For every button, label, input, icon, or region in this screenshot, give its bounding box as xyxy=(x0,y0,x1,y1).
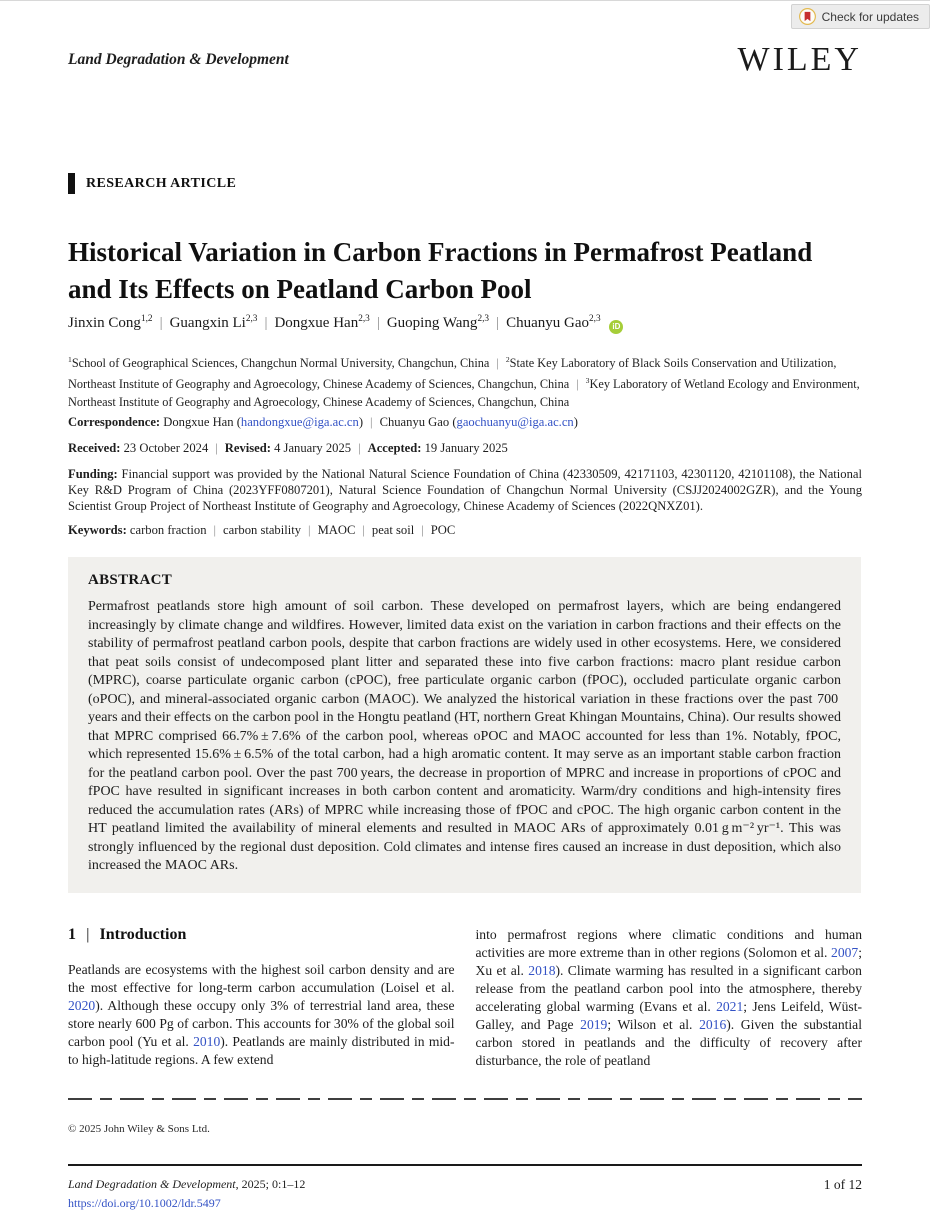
text-segment: Peatlands are ecosystems with the highest soil carbon density and are the most effective for long-term carbon accumulation (Loisel et al. xyxy=(68,962,455,995)
affiliations xyxy=(68,351,862,411)
text-segment: 2,3 xyxy=(358,314,370,324)
keywords-line xyxy=(68,523,862,538)
text-segment: 2,3 xyxy=(477,314,490,324)
text-segment: ) xyxy=(358,415,364,429)
text-segment: 19 January 2025 xyxy=(424,441,508,455)
text-segment: 4 January 2025 xyxy=(274,441,352,455)
copyright-notice: © 2025 John Wiley & Sons Ltd. xyxy=(68,1123,210,1135)
text-segment: Dongxue Han xyxy=(274,315,359,331)
dashed-separator xyxy=(68,1098,862,1100)
text-segment: ). Climate warming has resulted in a significant carbon release from the peatland carbon pool into the atmosphere, thereby accelerating global warming (Evans et al. xyxy=(475,963,862,1014)
text-segment: | xyxy=(376,315,380,331)
journal-name: Land Degradation & Development xyxy=(68,51,289,68)
text-segment: ). Although these occupy only 3% of terrestrial land area, these store nearly 600 Pg of carbon. This accounts for 30% of the global soil carbon pool (Yu et al. xyxy=(68,998,455,1049)
text-segment: Financial support was provided by the National Natural Science Foundation of China (42330509, 42171103, 42301120, 42101108), the National Key R&D Program of China (2023YFF0807201), Natural Science Foundation of Changchun Normal University (CSJJ2024002GZR), and the Young Scientist Group Project of Northeast Institute of Geography and Agroecology, Chinese Academy of Sciences (2022QNXZ01). xyxy=(68,467,862,513)
text-segment: Received: xyxy=(68,441,124,455)
text-segment: Revised: xyxy=(224,441,275,455)
text-segment: ; Jens Leifeld, Wüst-Galley, and Page xyxy=(475,999,862,1032)
introduction-section xyxy=(68,926,862,1070)
text-segment: POC xyxy=(430,523,456,537)
text-segment: Funding: xyxy=(68,467,122,481)
footer-citation xyxy=(68,1177,305,1211)
introduction-left-column xyxy=(68,926,455,1070)
author-names xyxy=(68,315,601,331)
article-type-label: RESEARCH ARTICLE xyxy=(86,175,237,191)
wiley-logo: WILEY xyxy=(737,41,862,78)
page-number: 1 of 12 xyxy=(823,1177,862,1192)
text-segment: | xyxy=(264,315,268,331)
text-segment: ) xyxy=(573,415,578,429)
inline-link[interactable]: 2021 xyxy=(716,999,744,1014)
text-segment: Accepted: xyxy=(367,441,425,455)
text-segment: | xyxy=(362,523,365,537)
text-segment: 2,3 xyxy=(245,314,258,324)
introduction-paragraph-left xyxy=(68,961,455,1069)
text-segment: | xyxy=(159,315,163,331)
inline-link[interactable]: 2010 xyxy=(193,1034,221,1049)
text-segment: 2 xyxy=(505,355,510,364)
text-segment: Chuanyu Gao ( xyxy=(379,415,457,429)
text-segment: Guangxin Li xyxy=(169,315,246,331)
text-segment: | xyxy=(213,523,217,537)
check-for-updates-label: Check for updates xyxy=(821,9,919,24)
text-segment: Jinxin Cong xyxy=(68,315,141,331)
author-list xyxy=(68,314,862,334)
article-title: Historical Variation in Carbon Fractions in Permafrost Peatland and Its Effects on Peatland Carbon Pool xyxy=(68,237,813,304)
text-segment: 1 xyxy=(68,355,72,364)
article-type xyxy=(68,173,236,194)
text-segment: Introduction xyxy=(99,926,187,943)
text-segment: 2,3 xyxy=(588,314,601,324)
introduction-right-column xyxy=(476,926,863,1070)
inline-link[interactable]: 2007 xyxy=(831,945,859,960)
text-segment: | xyxy=(86,926,90,943)
abstract-heading: ABSTRACT xyxy=(88,572,173,588)
text-segment: Key Laboratory of Wetland Ecology and Environment, Northeast Institute of Geography and Agroecology, Chinese Academy of Sciences, Changchun, China xyxy=(68,377,860,410)
text-segment: 23 October 2024 xyxy=(123,441,209,455)
text-segment: | xyxy=(421,523,424,537)
crossmark-bookmark-icon xyxy=(799,8,816,25)
text-segment: ). Peatlands are mainly distributed in mid-to high-latitude regions. A few extend xyxy=(68,1034,455,1067)
masthead xyxy=(68,41,862,79)
correspondence-line xyxy=(68,415,862,430)
text-segment: into permafrost regions where climatic conditions and human activities are more extreme than in other regions (Solomon et al. xyxy=(475,927,862,960)
text-segment: | xyxy=(358,441,361,455)
text-segment: | xyxy=(308,523,311,537)
text-segment: 1,2 xyxy=(140,314,153,324)
footer-journal-line xyxy=(68,1177,305,1192)
check-for-updates-button[interactable] xyxy=(791,4,930,29)
text-segment: | xyxy=(576,377,579,392)
doi-link[interactable]: https://doi.org/10.1002/ldr.5497 xyxy=(68,1196,221,1210)
text-segment: State Key Laboratory of Black Soils Conservation and Utilization, Northeast Institute of Geography and Agroecology, Chinese Academy of Sciences, Changchun, China xyxy=(68,356,837,392)
inline-link[interactable]: handongxue@iga.ac.cn xyxy=(240,415,359,429)
inline-link[interactable]: 2018 xyxy=(528,963,556,978)
abstract-section xyxy=(68,557,861,893)
inline-link[interactable]: 2019 xyxy=(580,1017,608,1032)
inline-link[interactable]: gaochuanyu@iga.ac.cn xyxy=(456,415,574,429)
text-segment: | xyxy=(215,441,218,455)
text-segment: School of Geographical Sciences, Changchun Normal University, Changchun, China xyxy=(71,356,490,371)
text-segment: | xyxy=(496,315,500,331)
text-segment: Dongxue Han ( xyxy=(163,415,241,429)
text-segment: ; Xu et al. xyxy=(475,945,862,978)
text-segment: , 2025; 0:1–12 xyxy=(235,1177,306,1191)
inline-link[interactable]: 2020 xyxy=(68,998,96,1013)
text-segment: peat soil xyxy=(371,523,415,537)
text-segment: Guoping Wang xyxy=(386,315,478,331)
text-segment: ; Wilson et al. xyxy=(607,1017,700,1032)
funding-statement xyxy=(68,466,862,514)
inline-link[interactable]: 2016 xyxy=(699,1017,727,1032)
text-segment: Keywords: xyxy=(68,523,130,537)
text-segment: Land Degradation & Development xyxy=(68,1177,236,1191)
text-segment: carbon stability xyxy=(223,523,302,537)
text-segment: | xyxy=(496,356,499,371)
orcid-icon[interactable]: iD xyxy=(609,320,623,334)
text-segment: | xyxy=(370,415,373,429)
text-segment: 3 xyxy=(585,376,590,386)
introduction-heading xyxy=(68,926,455,944)
text-segment: ). Given the substantial carbon stored in peatlands and the difficulty of recovery after disturbance, the role of peatland xyxy=(475,1017,862,1068)
text-segment: MAOC xyxy=(317,523,356,537)
text-segment: Correspondence: xyxy=(68,415,164,429)
text-segment: Chuanyu Gao xyxy=(506,315,589,331)
abstract-text: Permafrost peatlands store high amount of soil carbon. These developed on permafrost layers, which are being endangered increasingly by climate change and wildfires. However, limited data exist on the variation in carbon fractions and their effects on the stability of permafrost peatland carbon pools, despite that carbon fractions are widely used in other ecosystems. Here, we considered that peat soils consist of undecomposed plant litter and separated these into five carbon fractions: macro plant residue carbon (MPRC), coarse particulate organic carbon (cPOC), free particulate organic carbon (fPOC), occluded particulate organic carbon (oPOC), and mineral-associated organic carbon (MAOC). We analyzed the historical variation in these fractions over the past 700 years and their effects on the carbon pool in the Hongtu peatland (HT, northern Great Khingan Mountains, China). Our results showed that MPRC comprised 66.7% ± 7.6% of the carbon pool, whereas oPOC and MAOC accounted for less than 1%. Notably, fPOC, which represented 15.6% ± 6.5% of the total carbon, had a high aromatic content. It may serve as an important stable carbon fraction for the peatland carbon pool. Over the past 700 years, the decrease in proportion of MPRC and increase in proportions of cPOC and fPOC have resulted in significant increases in both carbon content and aromaticity. Warm/dry conditions and high-intensity fires reduced the accumulation rates (ARs) of MPRC while increasing those of fPOC and cPOC. The high organic carbon content in the HT peatland limited the availability of mineral elements and resulted in MAOC ARs of approximately 0.01 g m⁻² yr⁻¹. This was strongly influenced by the regional dust deposition. Cold climates and intense fires caused an increase in dust deposition, which also increased the MAOC ARs. xyxy=(88,599,841,873)
footer xyxy=(68,1164,862,1211)
text-segment: carbon fraction xyxy=(129,523,207,537)
introduction-paragraph-right xyxy=(476,926,863,1070)
history-dates-line xyxy=(68,441,862,456)
text-segment: 1 xyxy=(68,926,76,943)
article-type-bar xyxy=(68,173,75,194)
